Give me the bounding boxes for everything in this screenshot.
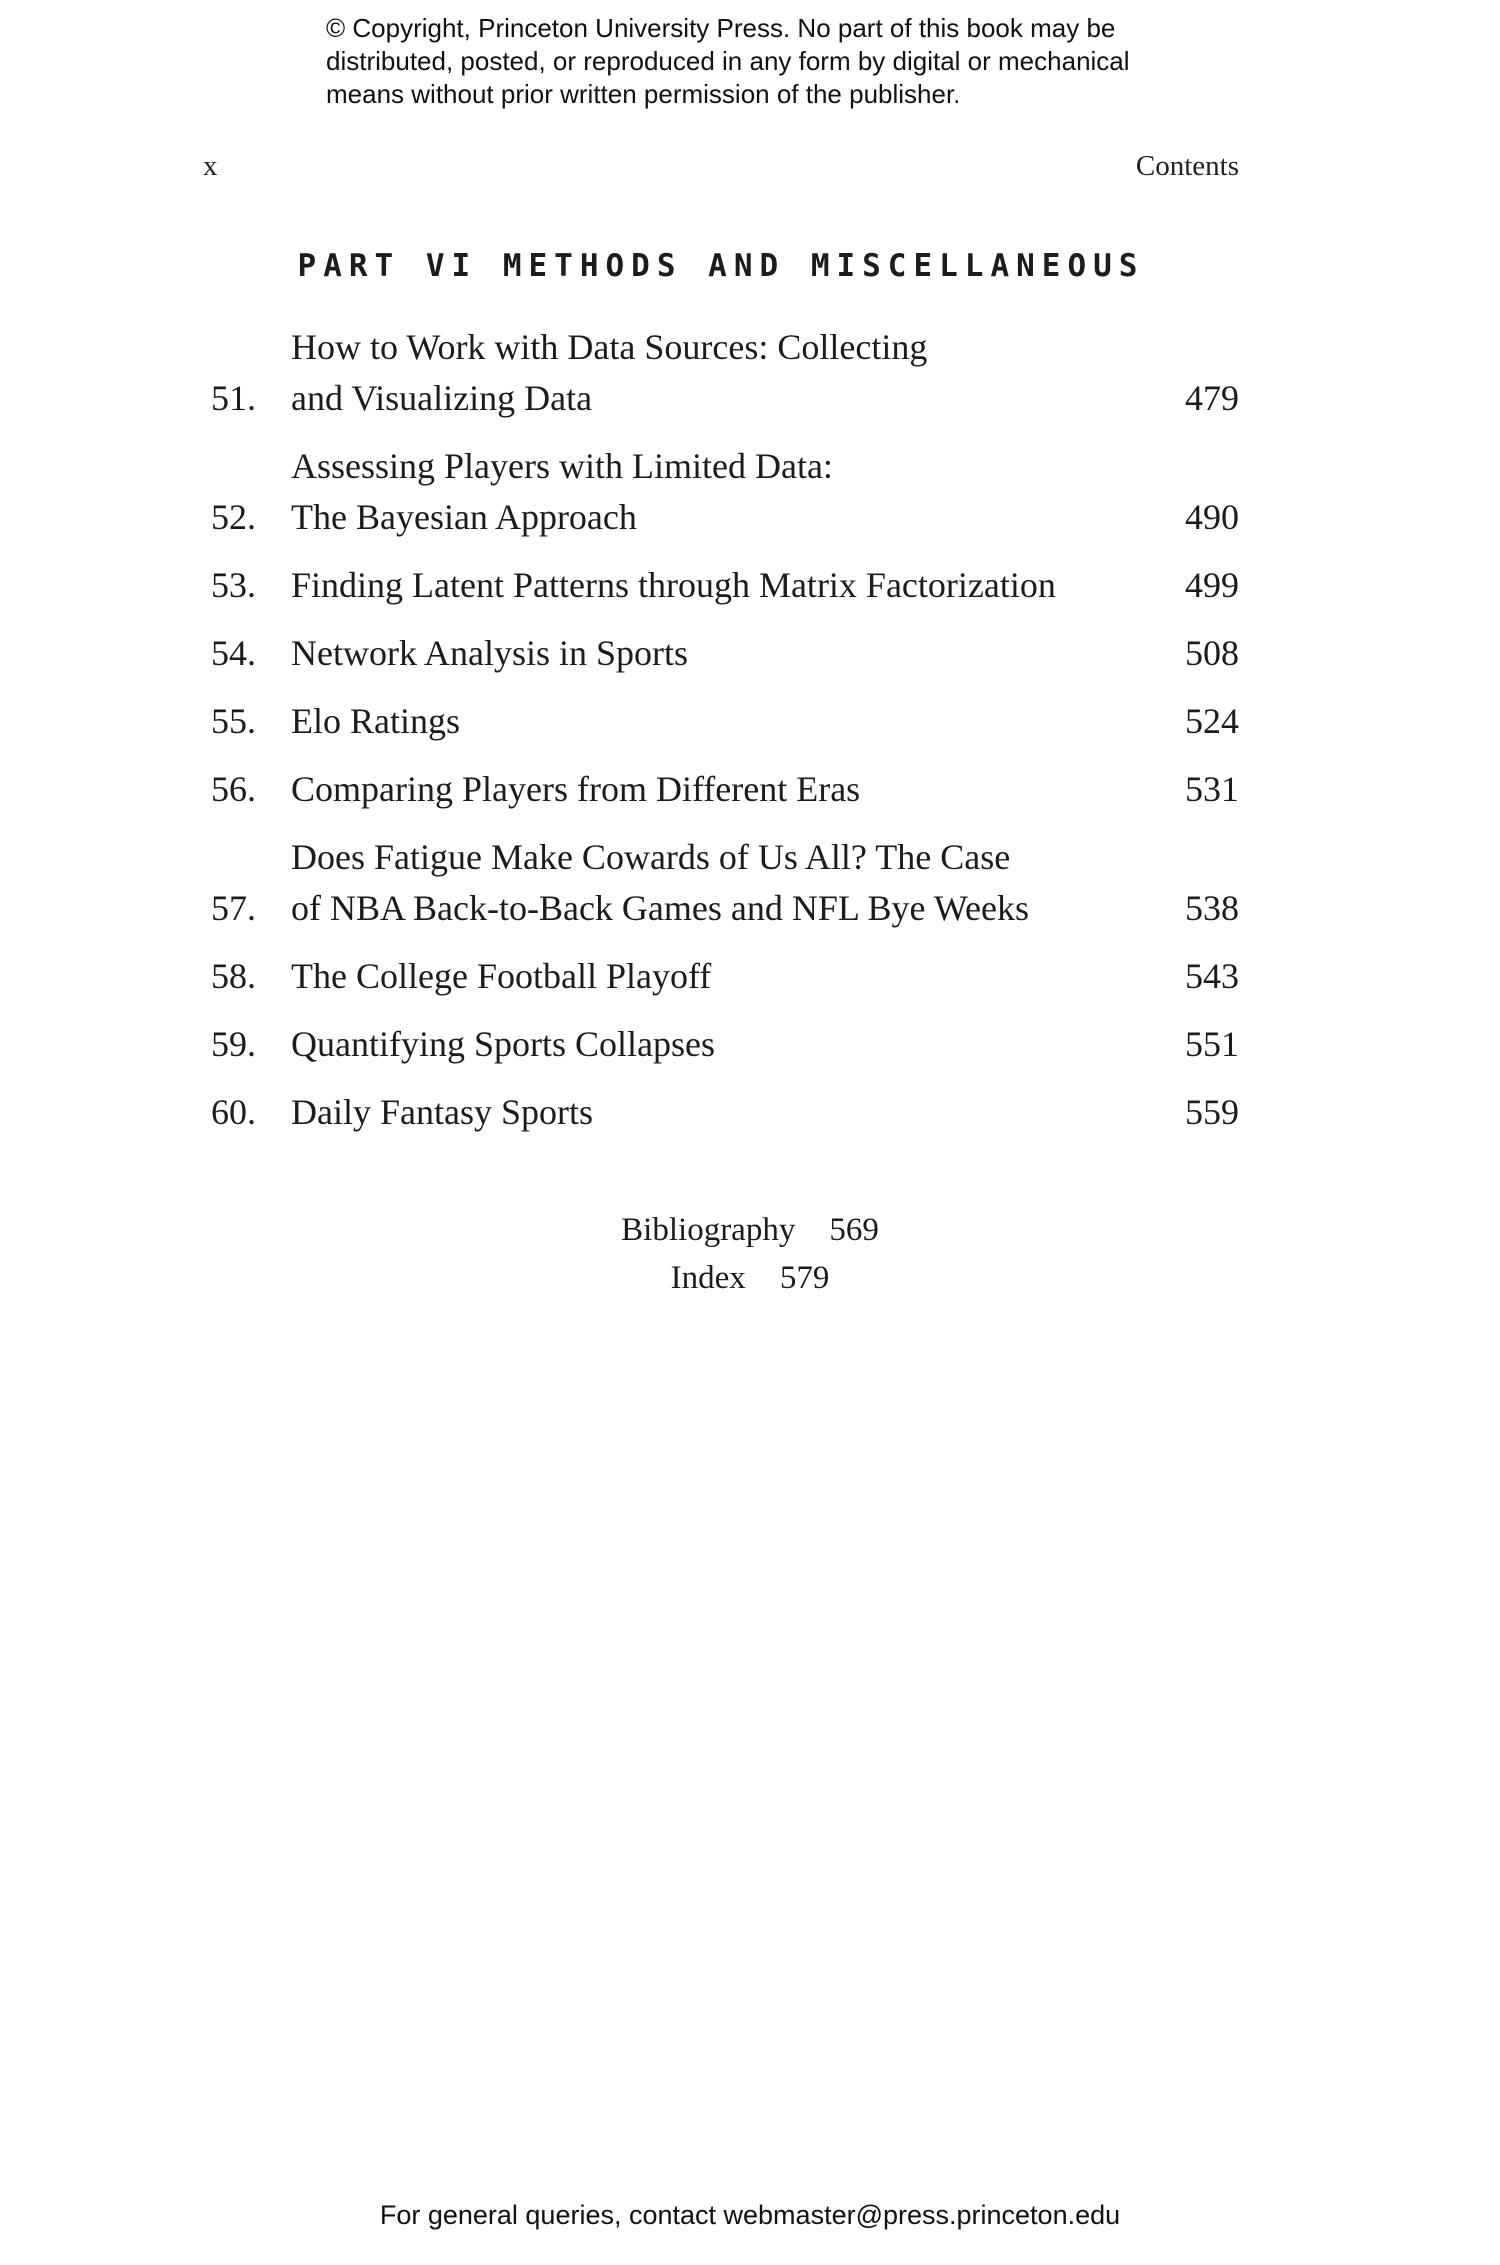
backmatter-page-number: 579: [779, 1260, 830, 1296]
chapter-title-line: Finding Latent Patterns through Matrix Factorization: [291, 565, 1056, 605]
backmatter-list: [0, 1206, 1500, 1302]
chapter-title-line: Daily Fantasy Sports: [291, 1092, 593, 1132]
chapter-number: 54.: [211, 633, 256, 673]
chapter-page-number: 479: [1185, 378, 1239, 418]
toc-entry[interactable]: [203, 322, 1239, 424]
copyright-line: means without prior written permission of the publisher.: [326, 79, 961, 109]
copyright-line: © Copyright, Princeton University Press. No part of this book may be: [326, 13, 1116, 43]
running-head-section: Contents: [1135, 150, 1239, 182]
chapter-title: [291, 764, 1149, 815]
chapter-number: 57.: [211, 888, 256, 928]
table-of-contents: [203, 322, 1239, 1155]
chapter-title-line: of NBA Back-to-Back Games and NFL Bye Weeks: [291, 888, 1029, 928]
toc-entry[interactable]: [203, 1087, 1239, 1138]
chapter-title-line: Quantifying Sports Collapses: [291, 1024, 715, 1064]
chapter-title-line: Does Fatigue Make Cowards of Us All? The Case: [291, 837, 1011, 877]
toc-entry[interactable]: [203, 1019, 1239, 1070]
chapter-title-line: Assessing Players with Limited Data:: [291, 446, 833, 486]
chapter-number: 56.: [211, 769, 256, 809]
chapter-page-number: 508: [1185, 633, 1239, 673]
chapter-title: [291, 1087, 1149, 1138]
chapter-number: 51.: [211, 378, 256, 418]
chapter-title: [291, 1019, 1149, 1070]
chapter-number: 59.: [211, 1024, 256, 1064]
toc-entry[interactable]: [203, 560, 1239, 611]
chapter-number: 60.: [211, 1092, 256, 1132]
toc-entry[interactable]: [203, 696, 1239, 747]
chapter-number: 55.: [211, 701, 256, 741]
page-folio: x: [203, 150, 218, 182]
backmatter-entry-index[interactable]: [0, 1254, 1500, 1302]
chapter-title-line: The Bayesian Approach: [291, 497, 637, 537]
chapter-page-number: 551: [1185, 1024, 1239, 1064]
chapter-title: [291, 832, 1149, 934]
part-heading: PART VI METHODS AND MISCELLANEOUS: [297, 248, 1145, 284]
toc-entry[interactable]: [203, 628, 1239, 679]
chapter-page-number: 531: [1185, 769, 1239, 809]
chapter-page-number: 538: [1185, 888, 1239, 928]
chapter-page-number: 524: [1185, 701, 1239, 741]
chapter-title-line: Elo Ratings: [291, 701, 460, 741]
chapter-page-number: 559: [1185, 1092, 1239, 1132]
chapter-title-line: Network Analysis in Sports: [291, 633, 689, 673]
chapter-title-line: How to Work with Data Sources: Collecting: [291, 327, 928, 367]
chapter-page-number: 499: [1185, 565, 1239, 605]
chapter-title: [291, 951, 1149, 1002]
backmatter-page-number: 569: [829, 1212, 879, 1248]
chapter-title-line: and Visualizing Data: [291, 378, 593, 418]
chapter-title: [291, 560, 1149, 611]
chapter-title: [291, 628, 1149, 679]
backmatter-label: Index: [670, 1260, 746, 1296]
chapter-title: [291, 696, 1149, 747]
toc-entry[interactable]: [203, 764, 1239, 815]
chapter-number: 52.: [211, 497, 256, 537]
toc-entry[interactable]: [203, 951, 1239, 1002]
toc-entry[interactable]: [203, 832, 1239, 934]
chapter-number: 53.: [211, 565, 256, 605]
backmatter-entry-bibliography[interactable]: [0, 1206, 1500, 1254]
chapter-title-line: Comparing Players from Different Eras: [291, 769, 861, 809]
backmatter-label: Bibliography: [621, 1212, 796, 1248]
copyright-line: distributed, posted, or reproduced in any form by digital or mechanical: [326, 46, 1130, 76]
chapter-title: [291, 441, 1149, 543]
copyright-notice: [326, 12, 1226, 111]
contact-footer: For general queries, contact webmaster@press.princeton.edu: [379, 2200, 1121, 2230]
toc-entry[interactable]: [203, 441, 1239, 543]
chapter-page-number: 543: [1185, 956, 1239, 996]
chapter-page-number: 490: [1185, 497, 1239, 537]
chapter-title-line: The College Football Playoff: [291, 956, 712, 996]
chapter-title: [291, 322, 1149, 424]
chapter-number: 58.: [211, 956, 256, 996]
